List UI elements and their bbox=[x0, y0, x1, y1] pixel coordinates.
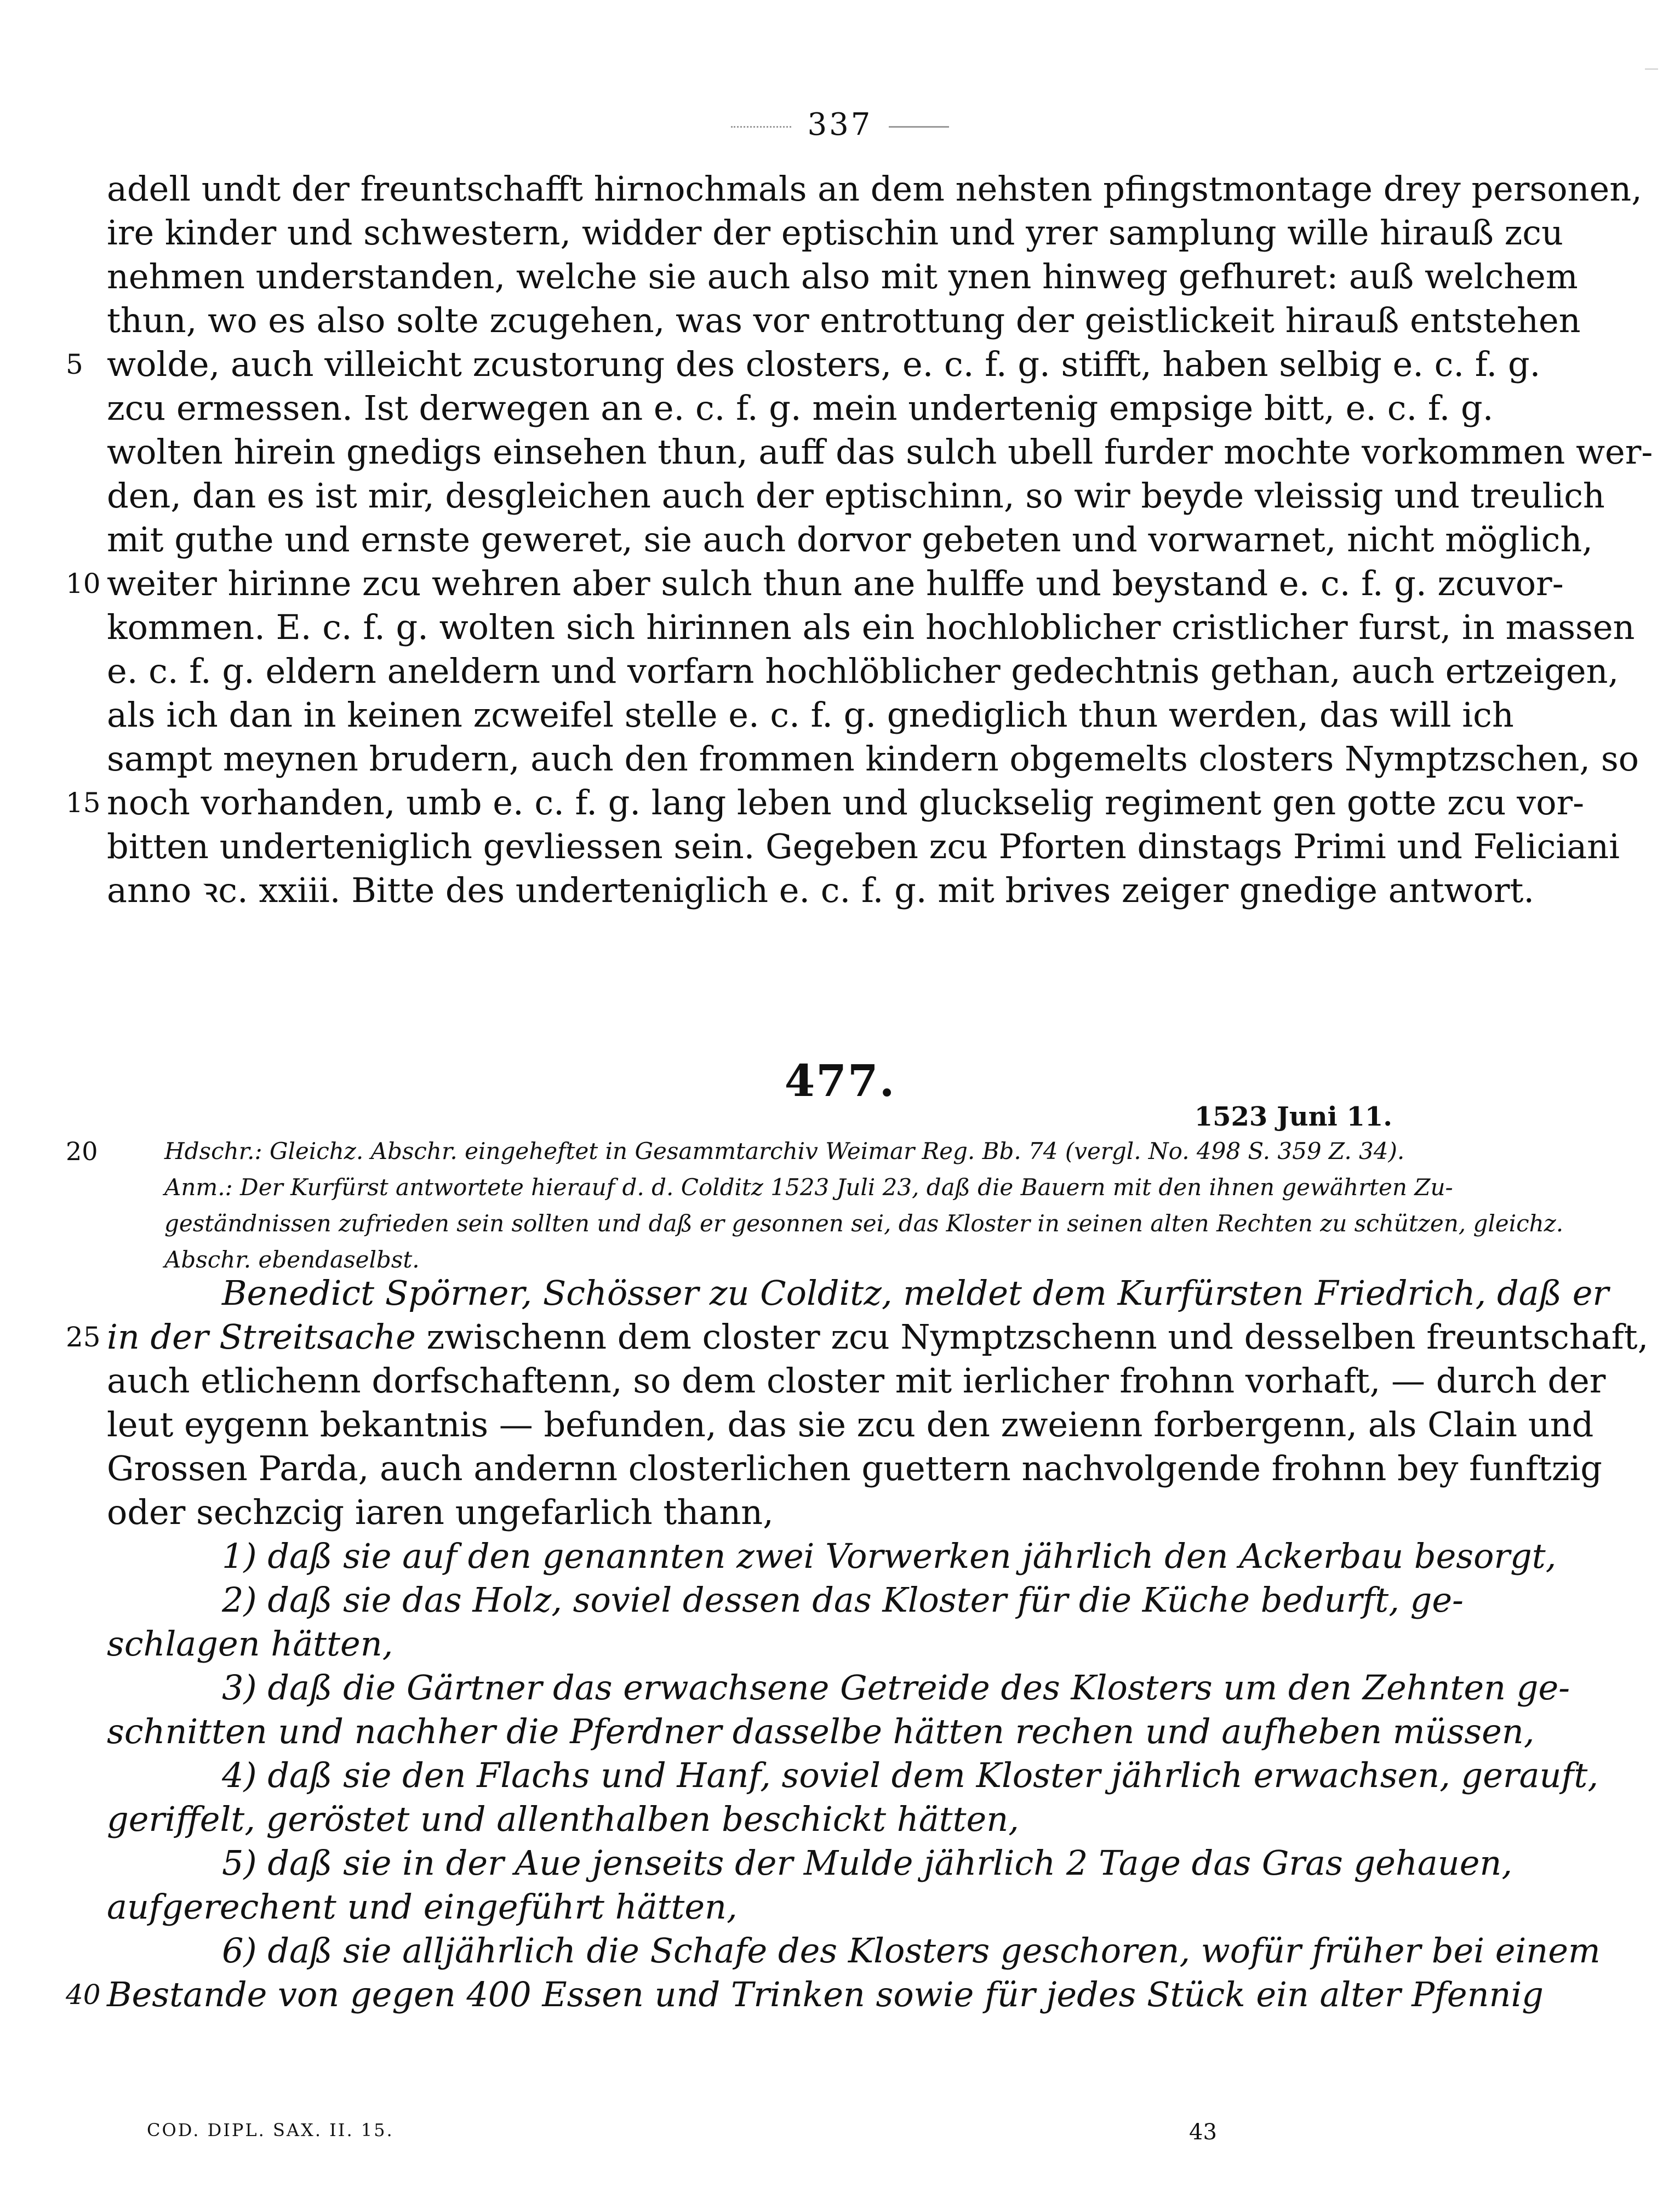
text-line: anno ꝛc. xxiii. Bitte des underteniglich e. c. f. g. mit brives zeiger gnedige antwort. bbox=[107, 870, 1535, 910]
text-line: auch etlichenn dorfschaftenn, so dem closter mit ierlicher frohnn vorhaft, — durch der bbox=[107, 1361, 1606, 1401]
document-date: 1523 Juni 11. bbox=[1194, 1101, 1392, 1132]
note-line: Abschr. ebendaselbst. bbox=[164, 1246, 420, 1273]
text-line: bitten underteniglich gevliessen sein. Gegeben zcu Pforten dinstags Primi und Feliciani bbox=[107, 826, 1620, 866]
text-line: e. c. f. g. eldern aneldern und vorfarn hochlöblicher gedechtnis gethan, auch ertzeigen, bbox=[107, 651, 1619, 691]
line-number: 40 bbox=[66, 1979, 101, 2011]
text-line: den, dan es ist mir, desgleichen auch der eptischinn, so wir beyde vleissig und treulich bbox=[107, 476, 1605, 516]
margin-mark bbox=[1645, 68, 1658, 70]
text-line: wolten hirein gnedigs einsehen thun, auff das sulch ubell furder mochte vorkommen wer- bbox=[107, 432, 1653, 472]
line-number: 10 bbox=[66, 568, 101, 600]
page-number-row bbox=[0, 107, 1680, 142]
text-line: als ich dan in keinen zcweifel stelle e. c. f. g. gnediglich thun werden, das will ich bbox=[107, 695, 1514, 735]
summary-line: Benedict Spörner, Schösser zu Colditz, meldet dem Kurfürsten Friedrich, daß er bbox=[222, 1273, 1609, 1313]
text-line: Grossen Parda, auch andernn closterlichen guettern nachvolgende frohnn bey funftzig bbox=[107, 1448, 1602, 1488]
list-item: 6) daß sie alljährlich die Schafe des Klosters geschoren, wofür früher bei einem bbox=[222, 1931, 1601, 1971]
text-line: adell undt der freuntschafft hirnochmals an dem nehsten pfingstmontage drey personen, bbox=[107, 169, 1642, 209]
text-line: kommen. E. c. f. g. wolten sich hirinnen als ein hochloblicher cristlicher furst, in massen bbox=[107, 607, 1635, 647]
list-item-continuation: aufgerechent und eingeführt hätten, bbox=[107, 1887, 738, 1927]
apparatus-notes bbox=[66, 1133, 1564, 1278]
text-line: leut eygenn bekantnis — befunden, das sie zcu den zweienn forbergenn, als Clain und bbox=[107, 1405, 1594, 1445]
text-line: ire kinder und schwestern, widder der eptischin und yrer samplung wille hirauß zcu bbox=[107, 213, 1563, 253]
list-item-continuation: schlagen hätten, bbox=[107, 1624, 393, 1664]
text-line: mit guthe und ernste geweret, sie auch dorvor gebeten und vorwarnet, nicht möglich, bbox=[107, 519, 1593, 560]
line-number: 20 bbox=[66, 1137, 98, 1166]
list-item-continuation: schnitten und nachher die Pferdner dasselbe hätten rechen und aufheben müssen, bbox=[107, 1711, 1535, 1751]
text-line: oder sechzcig iaren ungefarlich thann, bbox=[107, 1492, 774, 1532]
left-rule bbox=[731, 126, 791, 128]
text-line: 5 wolde, auch villeicht zcustorung des closters, e. c. f. g. stifft, haben selbig e. c. f. g. bbox=[107, 342, 1392, 386]
note-line: Anm.: Der Kurfürst antwortete hierauf d. d. Colditz 1523 Juli 23, daß die Bauern mit den ihnen gewährten Zu- bbox=[164, 1174, 1453, 1201]
upper-text bbox=[66, 167, 1653, 912]
note-line: 20 Hdschr.: Gleichz. Abschr. eingeheftet in Gesammtarchiv Weimar Reg. Bb. 74 (vergl. No. 498 S. 359 Z. 34). bbox=[164, 1133, 1392, 1169]
list-item: 5) daß sie in der Aue jenseits der Mulde jährlich 2 Tage das Gras gehauen, bbox=[222, 1843, 1513, 1883]
line-number: 5 bbox=[66, 349, 83, 380]
text-line: sampt meynen brudern, auch den frommen kindern obgemelts closters Nymptzschen, so bbox=[107, 739, 1639, 779]
text-line: 15 noch vorhanden, umb e. c. f. g. lang leben und gluckselig regiment gen gotte zcu vor- bbox=[107, 781, 1392, 825]
text-line: nehmen understanden, welche sie auch also mit ynen hinweg gefhuret: auß welchem bbox=[107, 256, 1578, 296]
collection-signature: COD. DIPL. SAX. II. 15. bbox=[147, 2120, 394, 2140]
document-body bbox=[66, 1271, 1649, 2017]
page-number: 337 bbox=[807, 107, 873, 142]
list-item: 4) daß sie den Flachs und Hanf, soviel dem Kloster jährlich erwachsen, gerauft, bbox=[222, 1755, 1599, 1795]
list-item: 3) daß die Gärtner das erwachsene Getreide des Klosters um den Zehnten ge- bbox=[222, 1668, 1570, 1708]
line-number: 15 bbox=[66, 787, 101, 819]
right-rule bbox=[889, 126, 949, 128]
list-item: 1) daß sie auf den genannten zwei Vorwerken jährlich den Ackerbau besorgt, bbox=[222, 1536, 1557, 1576]
list-item-continuation: 40 Bestande von gegen 400 Essen und Trinken sowie für jedes Stück ein alter Pfennig bbox=[107, 1973, 1392, 2017]
note-line: geständnissen zufrieden sein sollten und daß er gesonnen sei, das Kloster in seinen alten Rechten zu schützen, gleichz. bbox=[164, 1210, 1564, 1237]
list-item: 2) daß sie das Holz, soviel dessen das Kloster für die Küche bedurft, ge- bbox=[222, 1580, 1464, 1620]
sheet-number: 43 bbox=[1189, 2120, 1217, 2145]
text-line: zcu ermessen. Ist derwegen an e. c. f. g. mein undertenig empsige bitt, e. c. f. g. bbox=[107, 388, 1494, 428]
text-line: 25 in der Streitsache zwischenn dem closter zcu Nymptzschenn und desselben freuntschaft, bbox=[107, 1315, 1392, 1359]
text-line: 10 weiter hirinne zcu wehren aber sulch thun ane hulffe und beystand e. c. f. g. zcuvor- bbox=[107, 562, 1392, 606]
document-number: 477. bbox=[784, 1055, 896, 1106]
line-number: 25 bbox=[66, 1321, 101, 1353]
text-line: thun, wo es also solte zcugehen, was vor entrottung der geistlickeit hirauß entstehen bbox=[107, 300, 1581, 340]
list-item-continuation: geriffelt, geröstet und allenthalben beschickt hätten, bbox=[107, 1799, 1019, 1839]
